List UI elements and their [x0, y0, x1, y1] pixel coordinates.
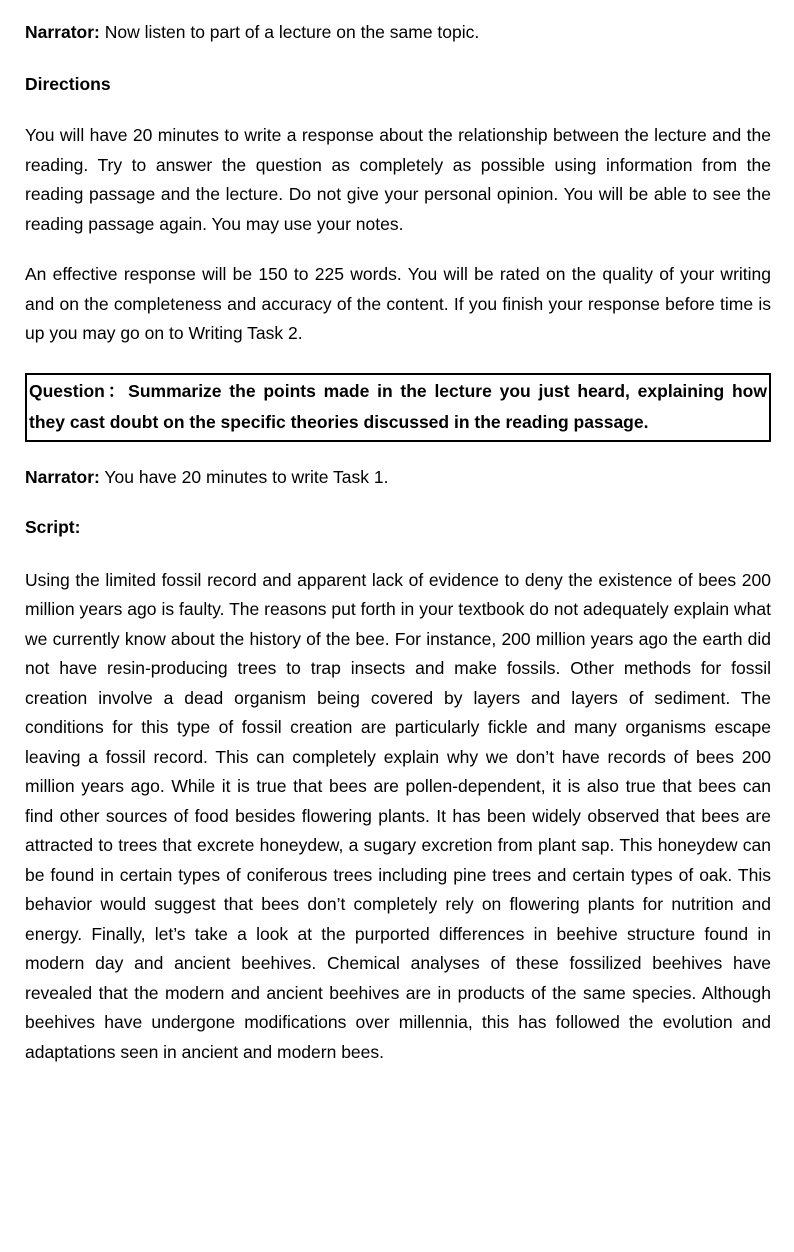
narrator-label: Narrator: — [25, 22, 100, 42]
narrator-task — [25, 463, 771, 493]
directions-heading: Directions — [25, 73, 111, 94]
question-box — [25, 373, 771, 442]
narrator-task-text: You have 20 minutes to write Task 1. — [99, 466, 389, 487]
script-heading: Script: — [25, 517, 81, 537]
narrator-intro — [25, 18, 771, 48]
script-body: Using the limited fossil record and apparent lack of evidence to deny the existence of bees 200 million years ago is faulty. The reasons put forth in your textbook do not adequately explain what we currently know about the history of the bee. For instance, 200 million years ago the earth did not have resin-producing trees to trap insects and make fossils. Other methods for fossil creation involve a dead organism being covered by layers and layers of sediment. The conditions for this type of fossil creation are particularly fickle and many organisms escape leaving a fossil record. This can completely explain why we don’t have records of bees 200 million years ago. While it is true that bees are pollen-dependent, it is also true that bees can find other sources of food besides flowering plants. It has been widely observed that bees are attracted to trees that excrete honeydew, a sugary excretion from plant sap. This honeydew can be found in certain types of coniferous trees including pine trees and certain types of oak. This behavior would suggest that bees don’t completely rely on flowering plants for nutrition and energy. Finally, let’s take a look at the purported differences in beehive structure found in modern day and ancient beehives. Chemical analyses of these fossilized beehives have revealed that the modern and ancient beehives are in products of the same species. Although beehives have undergone modifications over millennia, this has followed the evolution and adaptations seen in ancient and modern bees. — [25, 569, 771, 1062]
question-text: Question：Summarize the points made in the lecture you just heard, explaining how they cast doubt on the specific theories discussed in the reading passage. — [29, 380, 767, 432]
narrator-intro-text: Now listen to part of a lecture on the same topic. — [99, 22, 480, 42]
directions-paragraph-1: You will have 20 minutes to write a response about the relationship between the lecture and the reading. Try to answer the question as completely as possible using information from the reading passage and the lecture. Do not give your personal opinion. You will be able to see the reading passage again. You may use your notes. — [25, 125, 771, 234]
directions-paragraph-2: An effective response will be 150 to 225 words. You will be rated on the quality of your writing and on the completeness and accuracy of the content. If you finish your response before time is up you may go on to Writing Task 2. — [25, 264, 771, 343]
narrator-task-label: Narrator: — [25, 466, 100, 487]
